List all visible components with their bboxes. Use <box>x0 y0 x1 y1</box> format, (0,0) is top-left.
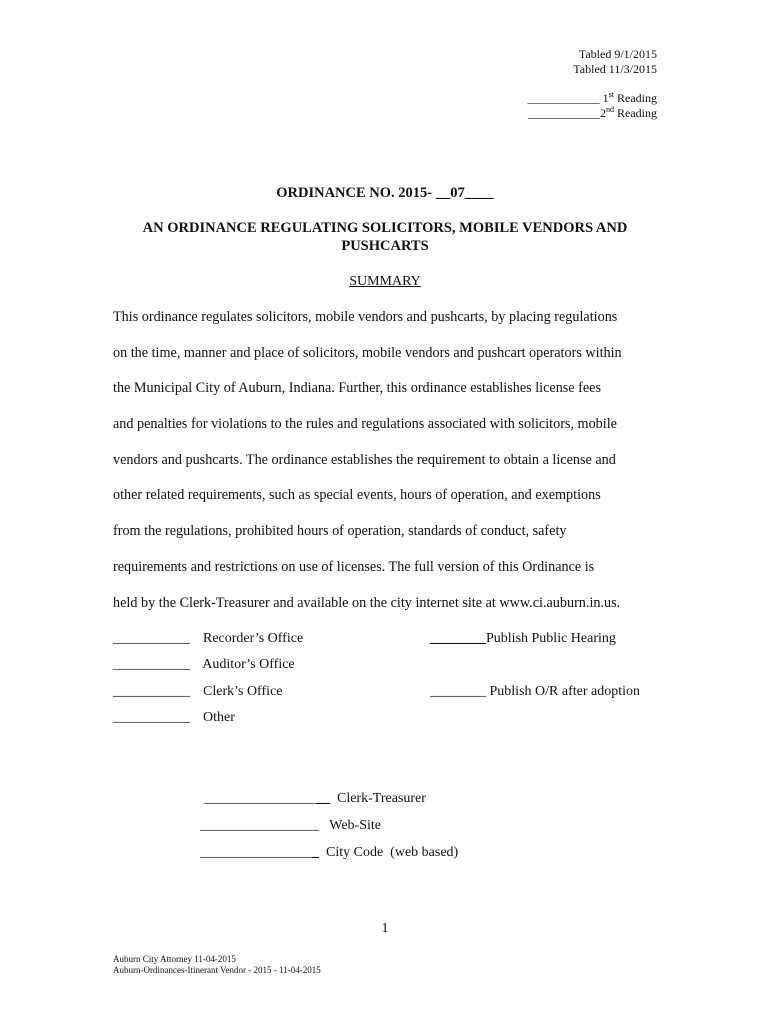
distribution-item-other <box>113 710 235 726</box>
signoff-label: Clerk-Treasurer <box>330 791 426 806</box>
signoff-blank: ________________ <box>204 791 316 806</box>
distribution-blank: ___________ <box>113 657 190 672</box>
first-reading-blank: ____________ <box>527 91 603 105</box>
distribution-label: Other <box>203 710 235 725</box>
distribution-item-clerk <box>113 684 282 700</box>
distribution-label: Clerk’s Office <box>203 684 283 699</box>
footer-line-2: Auburn-Ordinances-Itinerant Vendor - 2015 - 11-04-2015 <box>113 965 321 975</box>
distribution-label: Publish Public Hearing <box>486 631 616 646</box>
page-number: 1 <box>381 921 389 936</box>
summary-line: from the regulations, prohibited hours of operation, standards of conduct, safety <box>113 523 567 539</box>
summary-line: This ordinance regulates solicitors, mobile vendors and pushcarts, by placing regulations <box>113 309 618 325</box>
distribution-blank: ___________ <box>113 710 190 725</box>
summary-heading: SUMMARY <box>349 274 421 289</box>
summary-line: vendors and pushcarts. The ordinance establishes the requirement to obtain a license and <box>113 452 616 468</box>
first-reading-label: Reading <box>614 91 657 105</box>
summary-line: requirements and restrictions on use of licenses. The full version of this Ordinance is <box>113 559 595 575</box>
signoff-label: Web-Site <box>319 818 381 833</box>
second-reading-suffix: nd <box>606 105 614 114</box>
ordinance-title-line-1: AN ORDINANCE REGULATING SOLICITORS, MOBILE VENDORS AND <box>142 220 628 236</box>
second-reading-number: 2 <box>600 106 606 120</box>
footer-line-1: Auburn City Attorney 11-04-2015 <box>113 954 236 964</box>
second-reading-blank: ____________ <box>528 106 600 120</box>
publish-public-hearing-item <box>430 631 616 647</box>
ordinance-title-line-2: PUSHCARTS <box>341 238 429 254</box>
signoff-web-site <box>200 818 381 834</box>
distribution-item-recorder <box>113 631 303 647</box>
signoff-blank-tail: __ <box>316 791 330 806</box>
second-reading-line <box>528 106 657 121</box>
distribution-label: Auditor’s Office <box>202 657 295 672</box>
distribution-blank: ___________ <box>113 684 190 699</box>
distribution-blank: ___________ <box>113 631 190 646</box>
first-reading-line <box>528 91 657 106</box>
first-reading-number: 1 <box>602 91 609 105</box>
signoff-blank: _________________ <box>200 818 319 833</box>
publish-after-adoption-item <box>430 684 640 700</box>
signoff-blank-tail: _ <box>312 845 319 860</box>
first-reading-suffix: st <box>608 90 614 99</box>
distribution-label: Recorder’s Office <box>203 631 304 646</box>
summary-line: other related requirements, such as special events, hours of operation, and exemptions <box>113 487 601 503</box>
distribution-label: Publish O/R after adoption <box>486 684 640 699</box>
summary-line: held by the Clerk-Treasurer and available on the city internet site at www.ci.auburn.in.us. <box>113 595 621 611</box>
tabled-date-2: Tabled 11/3/2015 <box>573 62 657 76</box>
ordinance-number: ORDINANCE NO. 2015- __07____ <box>276 185 494 201</box>
distribution-blank: ________ <box>430 631 486 646</box>
distribution-item-auditor <box>113 657 295 673</box>
summary-line: and penalties for violations to the rules and regulations associated with solicitors, mobile <box>113 416 617 432</box>
signoff-clerk-treasurer <box>204 791 426 807</box>
signoff-blank: ________________ <box>200 845 312 860</box>
signoff-city-code <box>200 845 458 861</box>
distribution-blank: ________ <box>430 684 486 699</box>
tabled-date-1: Tabled 9/1/2015 <box>578 47 657 61</box>
summary-line: on the time, manner and place of solicitors, mobile vendors and pushcart operators within <box>113 345 622 361</box>
second-reading-label: Reading <box>614 106 657 120</box>
summary-line: the Municipal City of Auburn, Indiana. Further, this ordinance establishes license fees <box>113 380 601 396</box>
signoff-label: City Code (web based) <box>319 845 459 860</box>
